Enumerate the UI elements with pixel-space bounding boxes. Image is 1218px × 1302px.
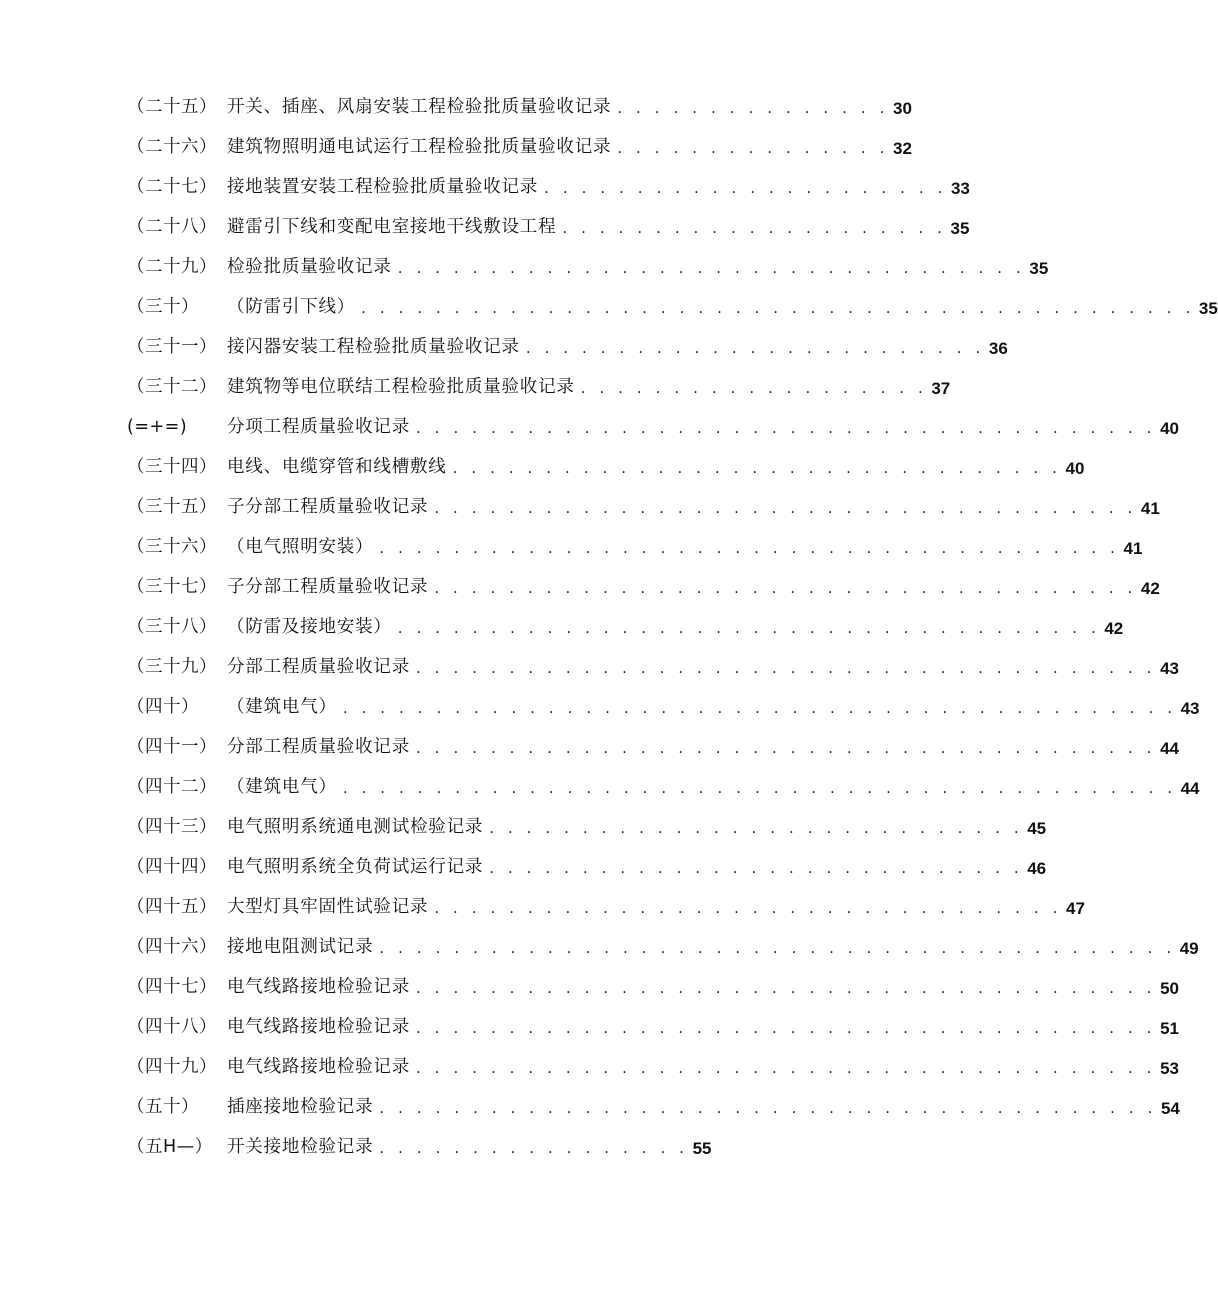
toc-entry-page-number: 40	[1160, 418, 1179, 438]
toc-entry-title: （防雷及接地安装）	[227, 617, 392, 638]
toc-entry-page-number: 46	[1027, 858, 1047, 878]
toc-entry[interactable]	[127, 88, 912, 128]
toc-entry-page-number: 50	[1160, 978, 1179, 998]
toc-entry-title: 分部工程质量验收记录	[227, 657, 410, 678]
toc-entry-title: 开关、插座、风扇安装工程检验批质量验收记录	[227, 97, 612, 118]
toc-entry-number: （四十六）	[127, 937, 217, 958]
toc-entry-number: （二十九）	[127, 257, 217, 278]
toc-entry[interactable]	[127, 728, 1179, 768]
toc-entry-title: 电气线路接地检验记录	[227, 977, 410, 998]
toc-entry-page-number: 36	[988, 338, 1008, 358]
toc-leader-dots: . . . . . . . . . . . . . . . . . . . . . . . . . . . . . . . . . . . . . . . .	[416, 738, 1157, 757]
toc-entry-number: （四十二）	[127, 777, 217, 798]
toc-entry[interactable]	[127, 248, 1049, 288]
toc-entry[interactable]	[127, 448, 1085, 488]
toc-entry[interactable]	[127, 1128, 821, 1168]
toc-entry-number: （三十一）	[127, 337, 217, 358]
toc-entry[interactable]	[127, 888, 1085, 928]
toc-entry-number: （二十七）	[127, 177, 217, 198]
toc-entry-page-number: 51	[1160, 1018, 1179, 1038]
toc-entry[interactable]	[127, 168, 970, 208]
toc-leader-dots: . . . . . . . . . . . . . . . . . . . . . . . . . . . . . . . . . . . . . . . . . . .	[379, 938, 1176, 957]
toc-leader-dots: . . . . . . . . . . . . . . . . . . .	[580, 378, 928, 397]
toc-entry-number: （三十五）	[127, 497, 217, 518]
toc-entry-title: 分项工程质量验收记录	[227, 417, 410, 438]
toc-leader-dots: . . . . . . . . . . . . . . . . . . . . . . . . . . . . . . . . . . . . . . . . . . . . .	[342, 698, 1177, 717]
toc-entry-page-number: 43	[1180, 698, 1200, 718]
toc-entry-number: （四十五）	[127, 897, 217, 918]
toc-entry[interactable]	[127, 928, 1199, 968]
toc-entry-number: （四十一）	[127, 737, 217, 758]
toc-entry-number: （五十）	[127, 1097, 199, 1118]
toc-entry-title: 插座接地检验记录	[227, 1097, 374, 1118]
toc-leader-dots: . . . . . . . . . . . . . . . . .	[379, 1138, 689, 1157]
toc-entry-title: 电气线路接地检验记录	[227, 1017, 410, 1038]
toc-entry-title: 分部工程质量验收记录	[227, 737, 410, 758]
toc-leader-dots: . . . . . . . . . . . . . . . . . . . . . . . . . . . . . . . . . . . . . .	[434, 498, 1137, 517]
toc-leader-dots: . . . . . . . . . . . . . . . . . . . . . . . . . . . . . . . . . . . . . . . . . . . . .	[361, 298, 1195, 317]
toc-entry-title: 电线、电缆穿管和线槽敷线	[227, 457, 447, 478]
toc-entry[interactable]	[127, 128, 912, 168]
toc-entry-page-number: 41	[1123, 538, 1143, 558]
toc-entry-title: 开关接地检验记录	[227, 1137, 374, 1158]
toc-entry-page-number: 35	[1029, 258, 1049, 278]
toc-entry-number: (=+=)	[127, 417, 188, 438]
toc-entry-page-number: 55	[692, 1138, 712, 1158]
toc-leader-dots: . . . . . . . . . . . . . . .	[617, 98, 889, 117]
toc-entry[interactable]	[127, 1088, 1180, 1128]
toc-entry-title: 避雷引下线和变配电室接地干线敷设工程	[227, 217, 557, 238]
toc-entry-page-number: 40	[1065, 458, 1085, 478]
toc-entry-page-number: 53	[1160, 1058, 1179, 1078]
toc-entry[interactable]	[127, 768, 1200, 808]
toc-entry-number: （四十四）	[127, 857, 217, 878]
toc-entry-page-number: 47	[1065, 898, 1085, 918]
toc-entry-page-number: 42	[1104, 618, 1124, 638]
toc-entry-page-number: 54	[1160, 1098, 1180, 1118]
toc-leader-dots: . . . . . . . . . . . . . . . . . . . . . . . . . . . . . . . . . . . . . . . .	[416, 1058, 1157, 1077]
toc-leader-dots: . . . . . . . . . . . . . . . . . . . . . . . . . . . . . . . . . .	[397, 258, 1026, 277]
toc-entry-number: （四十七）	[127, 977, 217, 998]
toc-leader-dots: . . . . . . . . . . . . . . . . . . . . . . . . . . . . . . . . .	[452, 458, 1062, 477]
toc-entry-title: 子分部工程质量验收记录	[227, 577, 429, 598]
toc-leader-dots: . . . . . . . . . . . . . . . . . . . . . . . . . . . . . . . . . . . . . . . . . .	[379, 1098, 1157, 1117]
toc-entry-title: 建筑物等电位联结工程检验批质量验收记录	[227, 377, 575, 398]
toc-leader-dots: . . . . . . . . . . . . . . . . . . . . . . . . . . . . .	[489, 818, 1024, 837]
toc-leader-dots: . . . . . . . . . . . . . . . . . . . . . . . . . . . . .	[489, 858, 1024, 877]
toc-leader-dots: . . . . . . . . . . . . . . . . . . . . . . . . . . . . . . . . . . . . . . . .	[379, 538, 1120, 557]
toc-entry-page-number: 43	[1160, 658, 1179, 678]
toc-leader-dots: . . . . . . . . . . . . . . . . . . . . . .	[544, 178, 947, 197]
toc-entry-number: （三十八）	[127, 617, 217, 638]
toc-leader-dots: . . . . . . . . . . . . . . . . . . . . . . . . . . . . . . . . . . . . . . . .	[416, 1018, 1157, 1037]
toc-entry-title: 电气线路接地检验记录	[227, 1057, 410, 1078]
toc-entry[interactable]	[127, 488, 1160, 528]
toc-entry-title: 大型灯具牢固性试验记录	[227, 897, 429, 918]
toc-entry-page-number: 33	[950, 178, 970, 198]
toc-entry-title: （防雷引下线）	[227, 297, 356, 318]
toc-entry[interactable]	[127, 368, 951, 408]
toc-entry-page-number: 35	[1198, 298, 1218, 318]
toc-entry[interactable]	[127, 328, 1008, 368]
toc-entry-number: （四十八）	[127, 1017, 217, 1038]
toc-entry[interactable]	[127, 1008, 1179, 1048]
toc-entry-page-number: 42	[1140, 578, 1160, 598]
toc-entry-title: 接地电阻测试记录	[227, 937, 374, 958]
toc-entry-page-number: 37	[931, 378, 951, 398]
toc-entry[interactable]	[127, 568, 1160, 608]
toc-entry[interactable]	[127, 208, 970, 248]
toc-entry[interactable]	[127, 968, 1179, 1008]
toc-entry-page-number: 32	[893, 138, 912, 158]
toc-leader-dots: . . . . . . . . . . . . . . . . . . . . . . . . . . . . . . . . . . . . . .	[434, 578, 1137, 597]
toc-entry-title: 接闪器安装工程检验批质量验收记录	[227, 337, 520, 358]
toc-entry-number: （三十六）	[127, 537, 217, 558]
toc-entry-number: （五H—）	[127, 1137, 213, 1158]
toc-entry-title: 检验批质量验收记录	[227, 257, 392, 278]
toc-leader-dots: . . . . . . . . . . . . . . . . . . . . . . . . . . . . . . . . . . . . . . . .	[416, 658, 1157, 677]
toc-leader-dots: . . . . . . . . . . . . . . . . . . . . . . . . . . . . . . . . . . . . . . . . . . . . .	[342, 778, 1177, 797]
toc-entry[interactable]	[127, 1048, 1179, 1088]
toc-entry-number: （二十五）	[127, 97, 217, 118]
toc-entry-page-number: 41	[1140, 498, 1160, 518]
toc-entry-number: （二十六）	[127, 137, 217, 158]
toc-leader-dots: . . . . . . . . . . . . . . . . . . . . . . . . . . . . . . . . . . . . . . . .	[416, 978, 1157, 997]
toc-entry[interactable]	[127, 288, 1218, 328]
toc-entry-page-number: 49	[1179, 938, 1199, 958]
toc-entry-page-number: 30	[893, 98, 912, 118]
toc-entry-number: （三十）	[127, 297, 199, 318]
toc-leader-dots: . . . . . . . . . . . . . . . . . . . . . . . . . . . . . . . . . . . . . .	[397, 618, 1101, 637]
toc-entry-number: （三十七）	[127, 577, 217, 598]
toc-leader-dots: . . . . . . . . . . . . . . . . . . . . . . . . . . . . . . . . . .	[434, 898, 1062, 917]
toc-entry[interactable]	[127, 528, 1143, 568]
toc-entry-title: （电气照明安装）	[227, 537, 374, 558]
toc-entry-title: 接地装置安装工程检验批质量验收记录	[227, 177, 539, 198]
toc-entry-page-number: 44	[1180, 778, 1200, 798]
table-of-contents	[127, 88, 1218, 1168]
toc-entry-page-number: 35	[950, 218, 970, 238]
toc-entry-number: （二十八）	[127, 217, 217, 238]
toc-entry-title: 建筑物照明通电试运行工程检验批质量验收记录	[227, 137, 612, 158]
toc-entry-number: （四十九）	[127, 1057, 217, 1078]
toc-entry-number: （四十）	[127, 697, 199, 718]
toc-entry[interactable]	[127, 408, 1179, 448]
toc-leader-dots: . . . . . . . . . . . . . . . . . . . . . . . . . . . . . . . . . . . . . . . .	[416, 418, 1157, 437]
toc-entry-number: （三十九）	[127, 657, 217, 678]
toc-entry[interactable]	[127, 848, 1047, 888]
toc-entry-title: 电气照明系统通电测试检验记录	[227, 817, 484, 838]
toc-entry[interactable]	[127, 648, 1179, 688]
toc-leader-dots: . . . . . . . . . . . . . . . . . . . . .	[562, 218, 947, 237]
toc-entry-number: （四十三）	[127, 817, 217, 838]
toc-entry-title: 子分部工程质量验收记录	[227, 497, 429, 518]
toc-entry-page-number: 44	[1160, 738, 1179, 758]
toc-entry-title: （建筑电气）	[227, 777, 337, 798]
toc-entry-number: （三十二）	[127, 377, 217, 398]
toc-entry[interactable]	[127, 608, 1124, 648]
toc-entry-title: （建筑电气）	[227, 697, 337, 718]
toc-entry[interactable]	[127, 808, 1047, 848]
toc-entry[interactable]	[127, 688, 1200, 728]
toc-entry-number: （三十四）	[127, 457, 217, 478]
toc-entry-page-number: 45	[1027, 818, 1047, 838]
toc-leader-dots: . . . . . . . . . . . . . . . . . . . . . . . . .	[525, 338, 985, 357]
toc-leader-dots: . . . . . . . . . . . . . . .	[617, 138, 889, 157]
toc-entry-title: 电气照明系统全负荷试运行记录	[227, 857, 484, 878]
